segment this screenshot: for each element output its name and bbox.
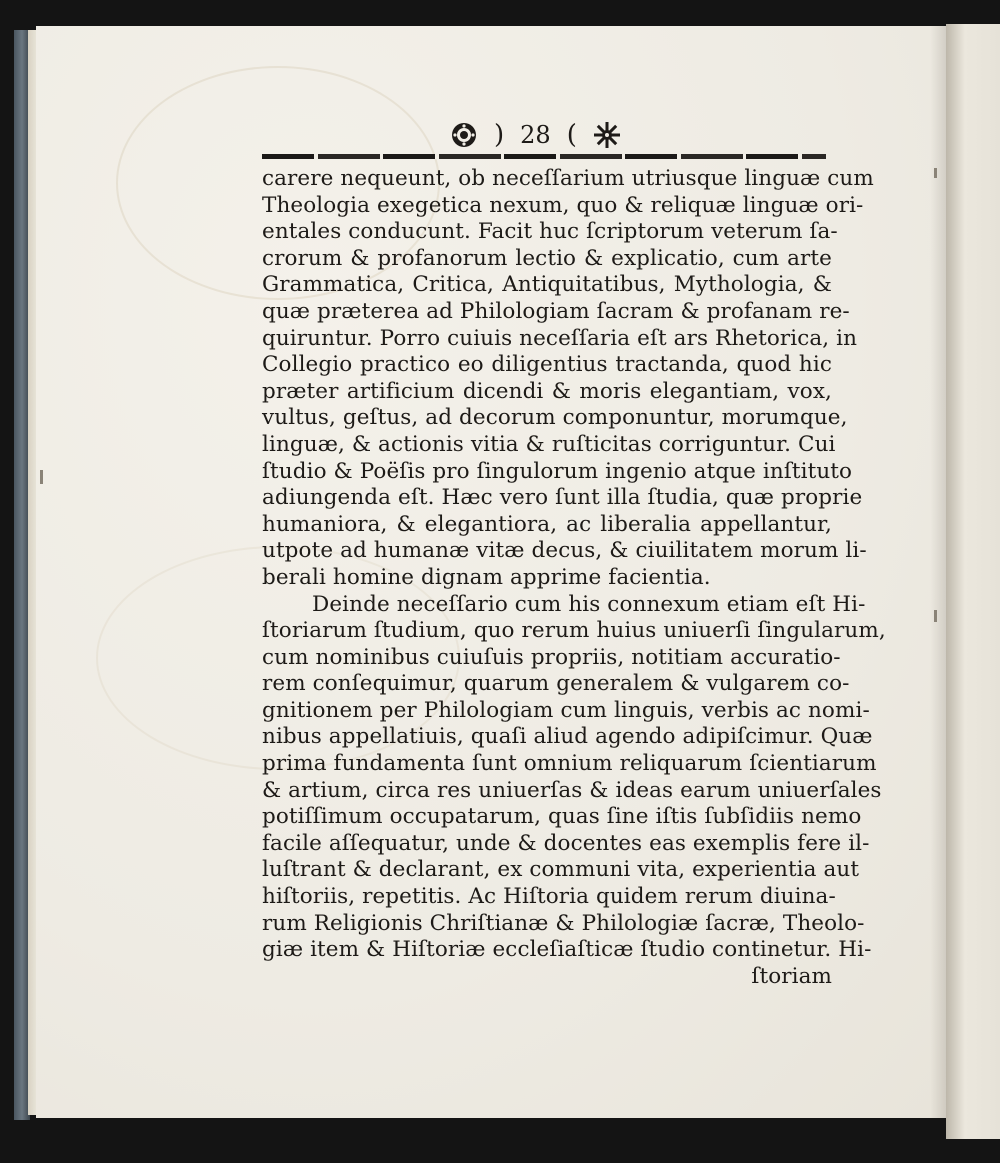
text-line: giæ item & Hiſtoriæ eccleſiaſticæ ſtudio continetur. Hi- <box>262 937 872 963</box>
text-line: vultus, geſtus, ad decorum componuntur, morumque, <box>262 405 848 431</box>
text-line: ſtudio & Poëſis pro ſingulorum ingenio atque inſtituto <box>262 458 853 484</box>
text-line: entales conducunt. Facit huc ſcriptorum veterum ſa- <box>262 219 838 245</box>
text-line: Deinde neceſſario cum his connexum etiam eſt Hi- <box>312 591 866 617</box>
text-line: gnitionem per Philologiam cum linguis, verbis ac nomi- <box>262 697 870 723</box>
page-header <box>450 116 621 154</box>
text-line: rem conſequimur, quarum generalem & vulgarem co- <box>262 671 850 697</box>
margin-mark <box>40 470 43 484</box>
text-line: quiruntur. Porro cuiuis neceſſaria eſt ars Rhetorica, in <box>262 325 858 351</box>
body-text <box>262 166 886 990</box>
text-line: carere nequeunt, ob neceſſarium utriusque linguæ cum <box>262 166 874 191</box>
ornament-rosette-icon <box>450 121 478 149</box>
text-line: prima fundamenta ſunt omnium reliquarum ſcientiarum <box>262 751 877 777</box>
text-line: præter artificium dicendi & moris elegantiam, vox, <box>262 378 832 404</box>
text-line: Grammatica, Critica, Antiquitatibus, Mythologia, & <box>262 272 832 298</box>
text-line: ſtoriarum ſtudium, quo rerum huius uniuerſi ſingularum, <box>262 618 886 644</box>
text-line: adiungenda eſt. Hæc vero ſunt illa ſtudia, quæ proprie <box>262 485 863 511</box>
header-paren-left: ) <box>494 120 505 150</box>
text-line: & artium, circa res uniuerſas & ideas earum uniuerſales <box>262 777 882 803</box>
text-line: rum Religionis Chriſtianæ & Philologiæ ſacræ, Theolo- <box>262 910 865 936</box>
text-line: quæ præterea ad Philologiam ſacram & profanam re- <box>262 298 850 324</box>
text-line: humaniora, & elegantiora, ac liberalia appellantur, <box>262 511 832 537</box>
text-line: hiſtoriis, repetitis. Ac Hiſtoria quidem rerum diuina- <box>262 884 836 910</box>
text-line: facile aſſequatur, unde & docentes eas exemplis fere il- <box>262 830 870 856</box>
header-rule <box>262 154 826 159</box>
text-line: crorum & profanorum lectio & explicatio, cum arte <box>262 245 832 271</box>
text-line: Theologia exegetica nexum, quo & reliquæ linguæ ori- <box>262 192 864 218</box>
text-line: utpote ad humanæ vitæ decus, & ciuilitatem morum li- <box>262 538 867 564</box>
header-paren-right: ( <box>566 120 577 150</box>
ornament-star-icon <box>593 121 621 149</box>
text-line: cum nominibus cuiuſuis propriis, notitiam accuratio- <box>262 644 841 670</box>
text-line: nibus appellatiuis, quaſi aliud agendo adipiſcimur. Quæ <box>262 724 873 750</box>
page-number: 28 <box>520 121 551 149</box>
text-line: linguæ, & actionis vitia & ruſticitas corriguntur. Cui <box>262 431 836 457</box>
text-line: potiſſimum occupatarum, quas ſine iſtis ſubſidiis nemo <box>262 804 862 830</box>
facing-page-edge <box>946 24 1000 1139</box>
margin-mark <box>934 610 937 622</box>
margin-mark <box>934 168 937 178</box>
text-line: luſtrant & declarant, ex communi vita, experientia aut <box>262 857 860 883</box>
catchword: ſtoriam <box>751 963 832 989</box>
text-line: Collegio practico eo diligentius tractanda, quod hic <box>262 352 832 378</box>
text-line: berali homine dignam apprime facientia. <box>262 564 711 590</box>
